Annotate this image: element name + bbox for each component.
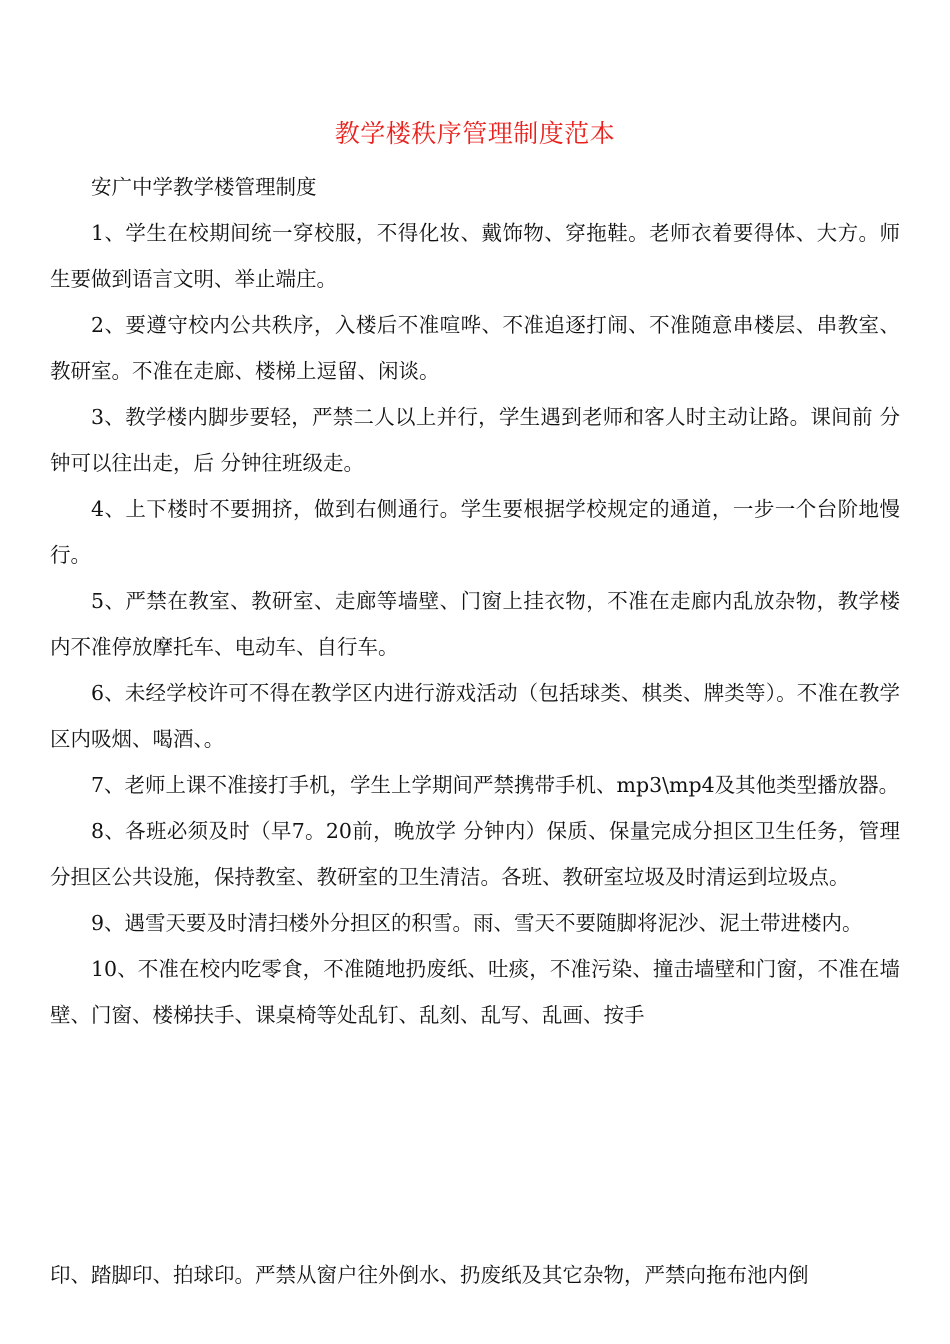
rule-paragraph-3: 3、教学楼内脚步要轻，严禁二人以上并行，学生遇到老师和客人时主动让路。课间前 分钟可以往出走，后 分钟往班级走。 [50, 405, 900, 475]
rule-paragraph-10: 10、不准在校内吃零食，不准随地扔废纸、吐痰，不准污染、撞击墙壁和门窗，不准在墙壁、门窗、楼梯扶手、课桌椅等处乱钉、乱刻、乱写、乱画、按手 [50, 957, 900, 1027]
document-subtitle: 安广中学教学楼管理制度 [91, 175, 317, 199]
rule-paragraph-9: 9、遇雪天要及时清扫楼外分担区的积雪。雨、雪天不要随脚将泥沙、泥土带进楼内。 [91, 911, 863, 935]
rule-paragraph-4: 4、上下楼时不要拥挤，做到右侧通行。学生要根据学校规定的通道，一步一个台阶地慢行。 [50, 497, 900, 567]
document-title: 教学楼秩序管理制度范本 [334, 119, 616, 148]
rule-paragraph-6: 6、未经学校许可不得在教学区内进行游戏活动（包括球类、棋类、牌类等）。不准在教学区内吸烟、喝酒、。 [50, 681, 900, 751]
rule-paragraph-2: 2、要遵守校内公共秩序，入楼后不准喧哗、不准追逐打闹、不准随意串楼层、串教室、教研室。不准在走廊、楼梯上逗留、闲谈。 [50, 313, 900, 383]
rule-paragraph-7: 7、老师上课不准接打手机，学生上学期间严禁携带手机、mp3\mp4及其他类型播放器。 [91, 773, 900, 797]
rule-paragraph-5: 5、严禁在教室、教研室、走廊等墙壁、门窗上挂衣物，不准在走廊内乱放杂物，教学楼内不准停放摩托车、电动车、自行车。 [50, 589, 900, 659]
document-body [50, 164, 900, 1038]
rule-paragraph-1: 1、学生在校期间统一穿校服，不得化妆、戴饰物、穿拖鞋。老师衣着要得体、大方。师生要做到语言文明、举止端庄。 [50, 221, 900, 291]
rule-paragraph-8: 8、各班必须及时（早7。20前，晚放学 分钟内）保质、保量完成分担区卫生任务，管理分担区公共设施，保持教室、教研室的卫生清洁。各班、教研室垃圾及时清运到垃圾点。 [50, 819, 900, 889]
continuation-text: 印、踏脚印、拍球印。严禁从窗户往外倒水、扔废纸及其它杂物，严禁向拖布池内倒 [50, 1263, 809, 1287]
